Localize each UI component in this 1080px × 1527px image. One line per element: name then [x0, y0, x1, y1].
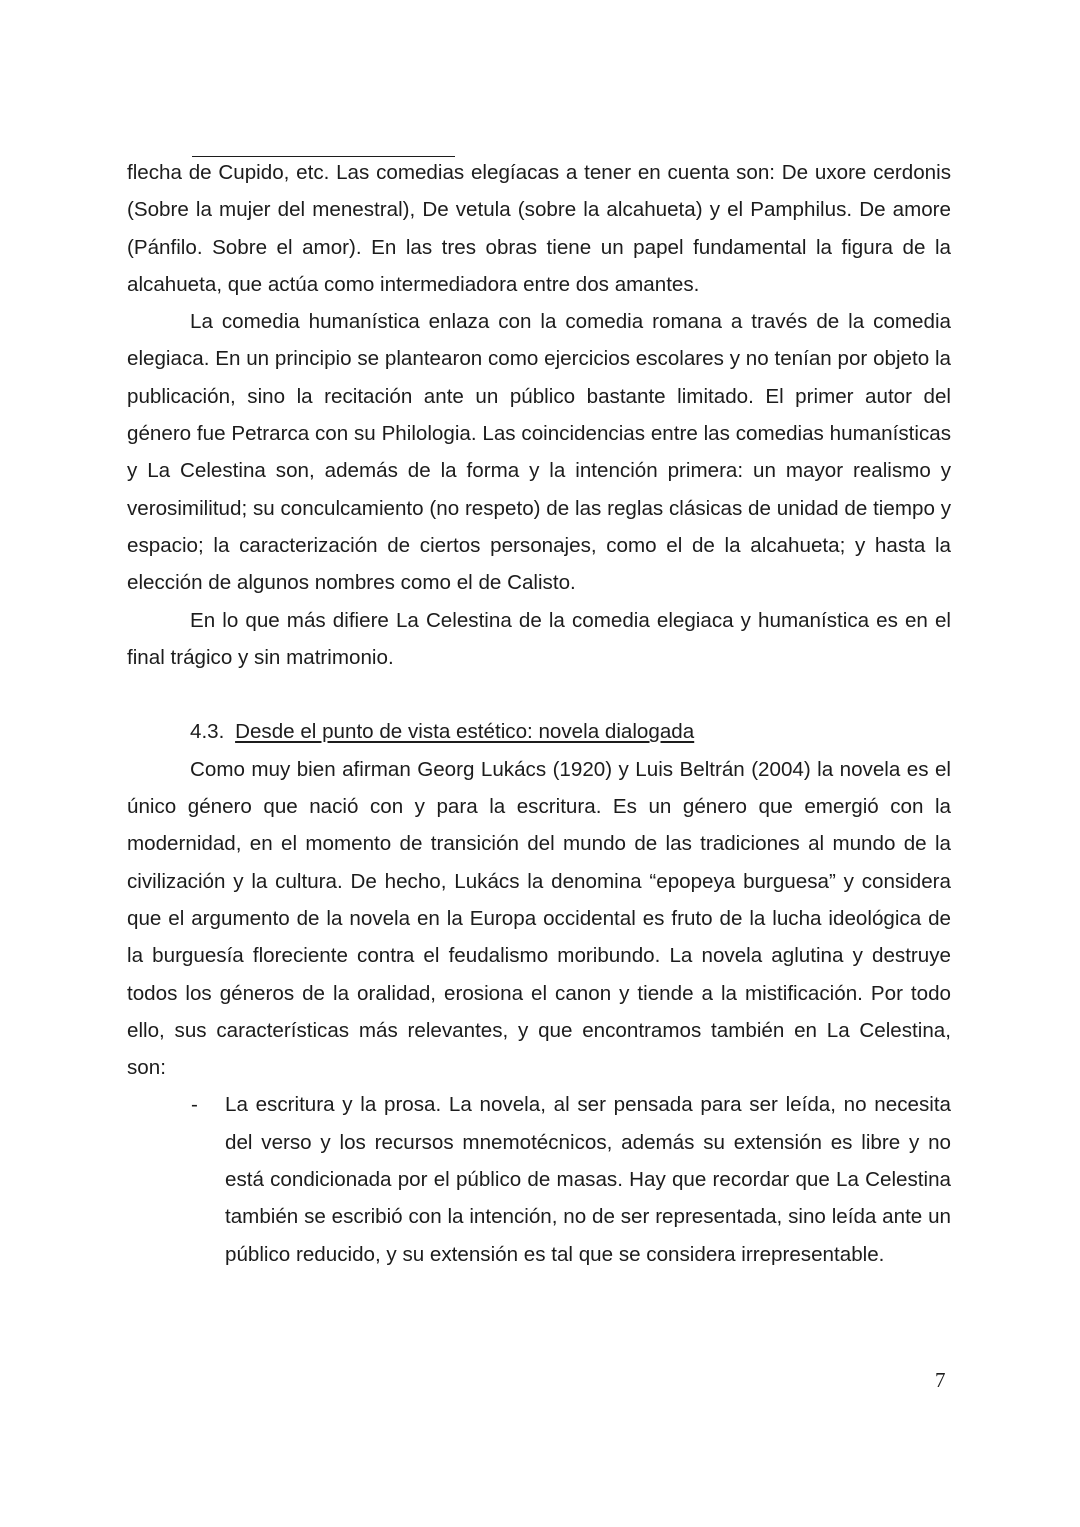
section-heading [127, 713, 951, 750]
section-number: 4.3. [190, 720, 225, 744]
paragraph-footnote-continuation: flecha de Cupido, etc. Las comedias elegíacas a tener en cuenta son: De uxore cerdonis (Sobre la mujer del menestral), De vetula (sobre la alcahueta) y el Pamphilus. De amore (Pánfilo. Sobre el amor). En las tres obras tiene un papel fundamental la figura de la alcahueta, que actúa como intermediadora entre dos amantes. [127, 161, 951, 296]
paragraph-novela: Como muy bien afirman Georg Lukács (1920) y Luis Beltrán (2004) la novela es el único género que nació con y para la escritura. Es un género que emergió con la modernidad, en el momento de transición del mundo de las tradiciones al mundo de la civilización y la cultura. De hecho, Lukács la denomina “epopeya burguesa” y considera que el argumento de la novela en la Europa occidental es fruto de la lucha ideológica de la burguesía floreciente contra el feudalismo moribundo. La novela aglutina y destruye todos los géneros de la oralidad, erosiona el canon y tiende a la mistificación. Por todo ello, sus características más relevantes, y que encontramos también en La Celestina, son: [127, 757, 951, 1080]
list-item-text: La escritura y la prosa. La novela, al ser pensada para ser leída, no necesita del verso y los recursos mnemotécnicos, además su extensión es libre y no está condicionada por el público de masas. Hay que recordar que La Celestina también se escribió con la intención, no de ser representada, sino leída ante un público reducido, y su extensión es tal que se considera irrepresentable. [225, 1093, 951, 1266]
page-number: 7 [935, 1368, 946, 1392]
section-title: Desde el punto de vista estético: novela dialogada [235, 720, 695, 744]
body-text [127, 154, 951, 1273]
list-bullet: - [191, 1093, 198, 1117]
paragraph-comedia-humanistica: La comedia humanística enlaza con la comedia romana a través de la comedia elegiaca. En un principio se plantearon como ejercicios escolares y no tenían por objeto la publicación, sino la recitación ante un público bastante limitado. El primer autor del género fue Petrarca con su Philologia. Las coincidencias entre las comedias humanísticas y La Celestina son, además de la forma y la intención primera: un mayor realismo y verosimilitud; su conculcamiento (no respeto) de las reglas clásicas de unidad de tiempo y espacio; la caracterización de ciertos personajes, como el de la alcahueta; y hasta la elección de algunos nombres como el de Calisto. [127, 310, 951, 595]
characteristics-list [127, 1086, 951, 1272]
paragraph-diferencias: En lo que más difiere La Celestina de la comedia elegiaca y humanística es en el final trágico y sin matrimonio. [127, 608, 951, 669]
list-item [191, 1086, 951, 1272]
